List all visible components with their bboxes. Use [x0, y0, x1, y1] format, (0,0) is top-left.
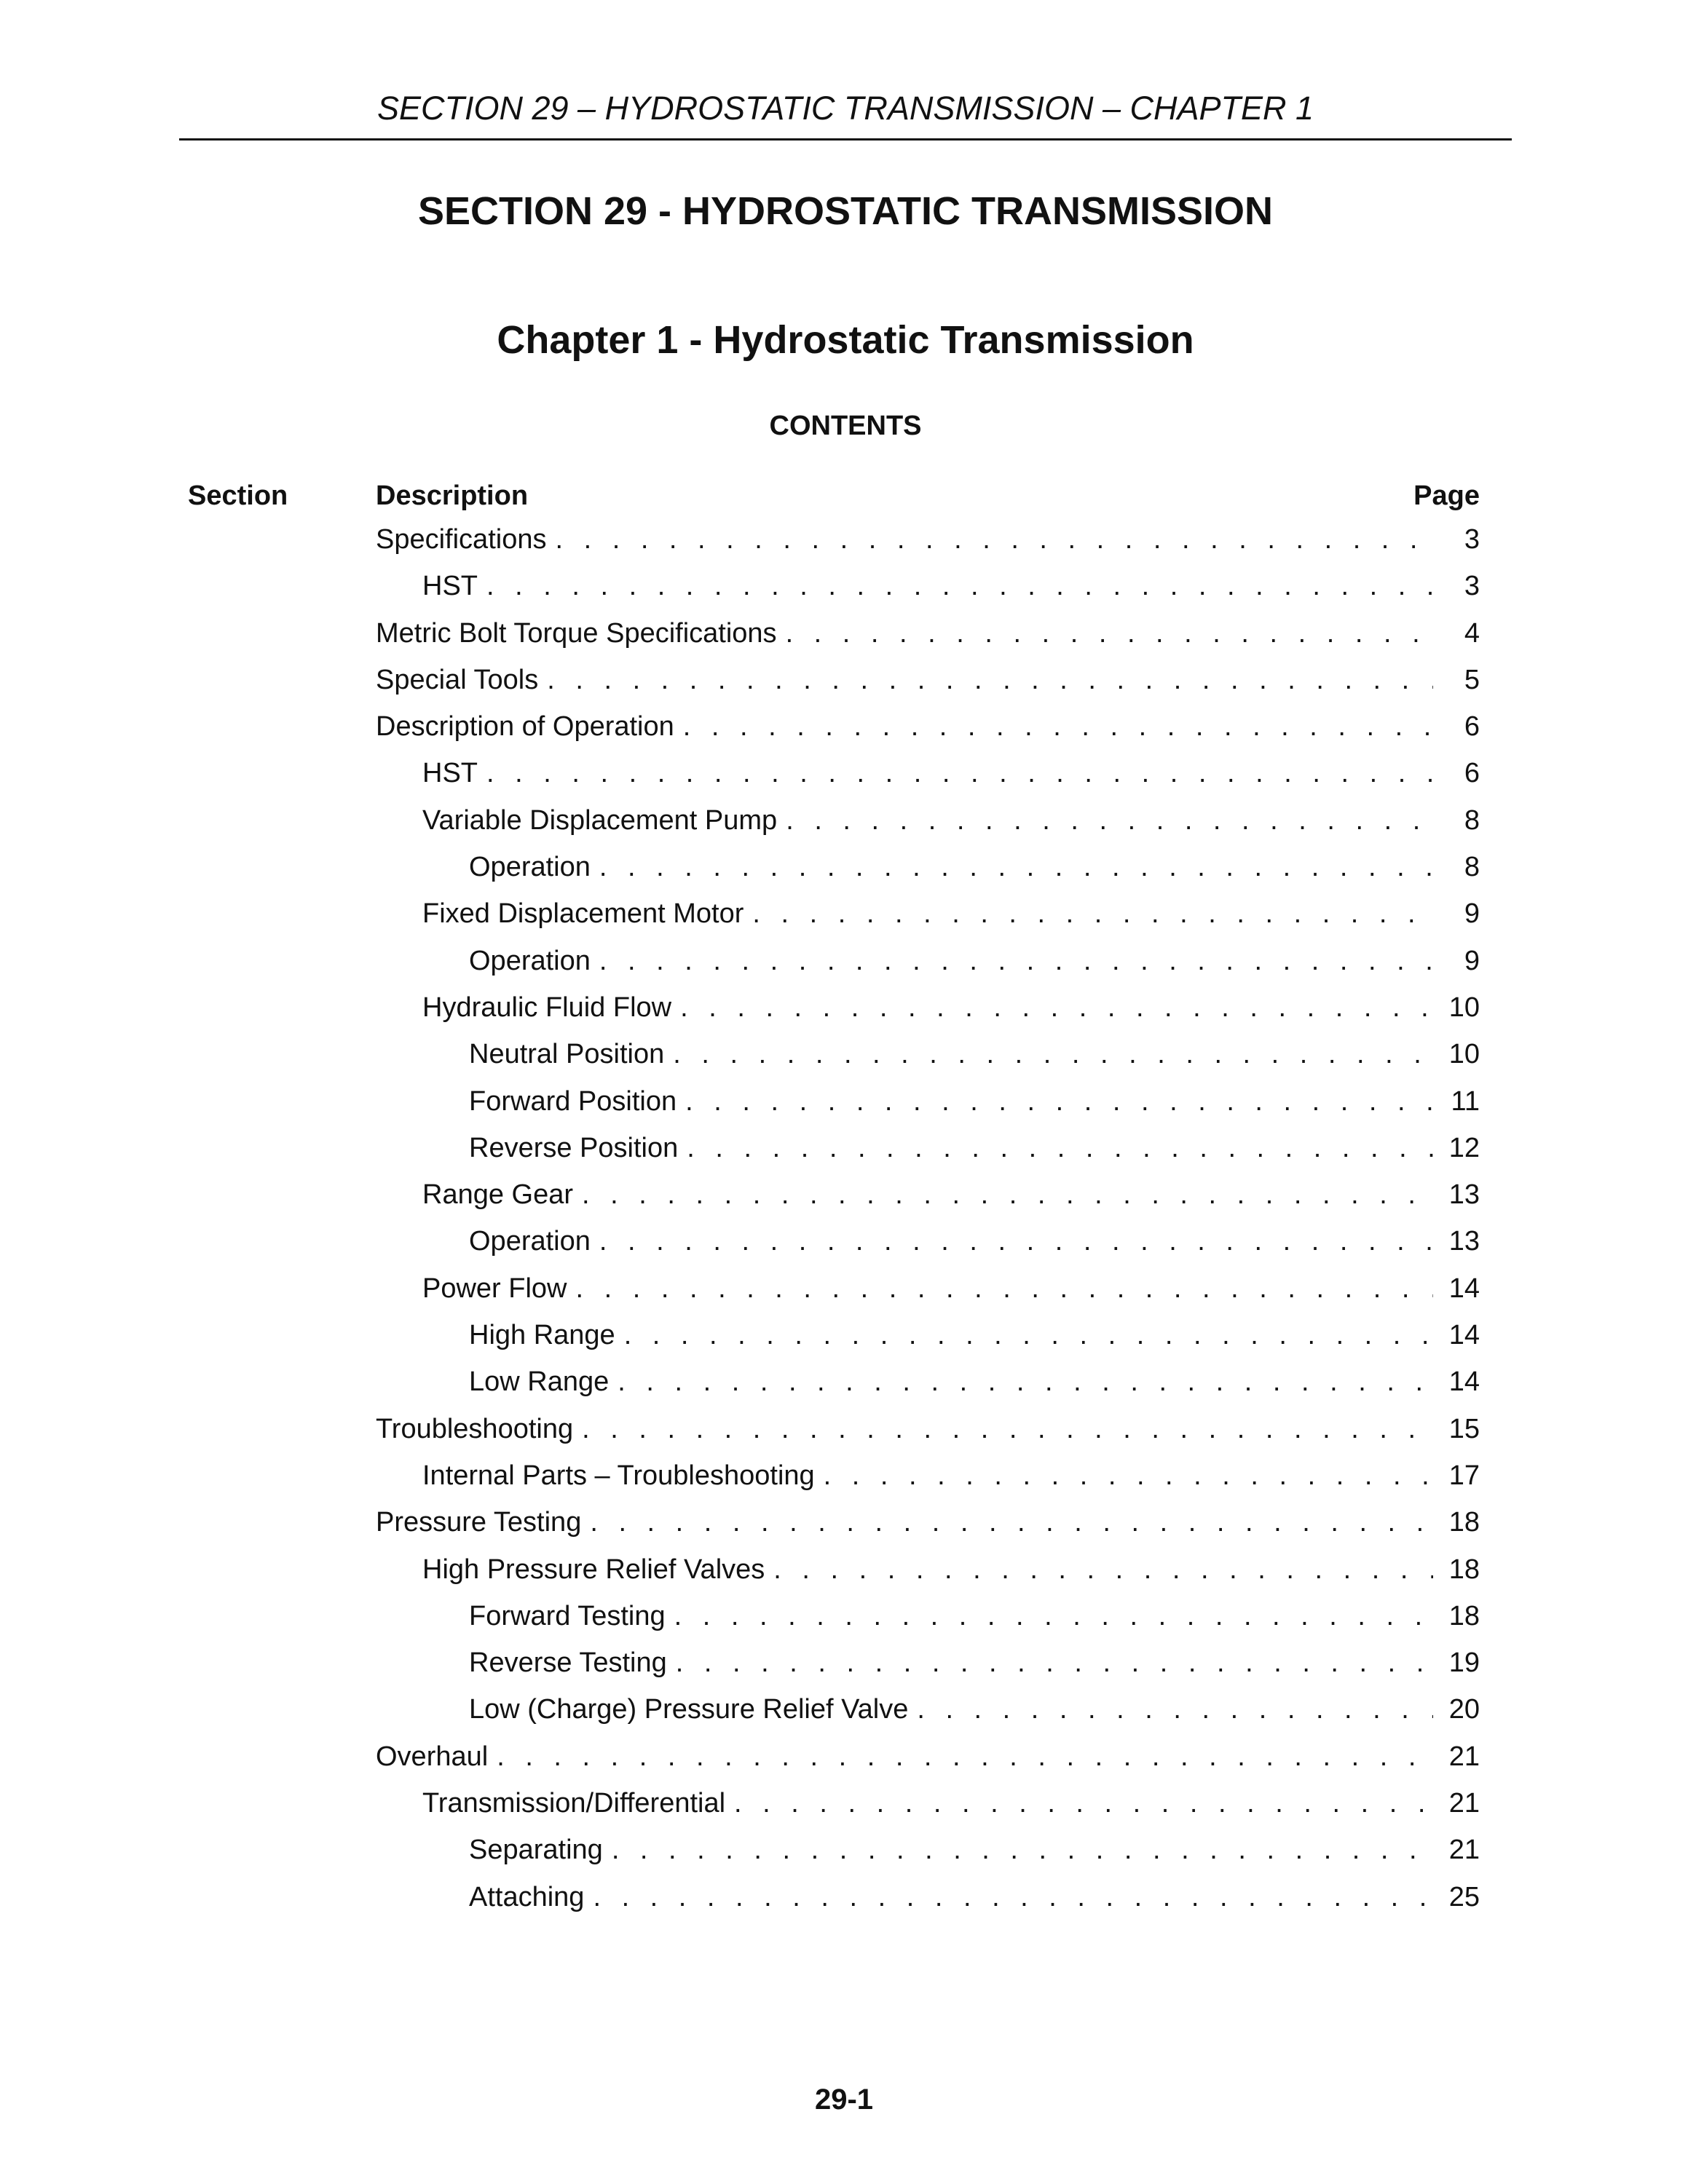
toc-entry-label: Low (Charge) Pressure Relief Valve — [469, 1694, 909, 1725]
toc-entry-label: HST — [422, 571, 478, 602]
toc-entry-page: 21 — [1448, 1788, 1480, 1819]
toc-dot-leader — [582, 1178, 1433, 1211]
toc-dot-leader — [786, 617, 1433, 650]
toc-entry — [376, 663, 1480, 710]
toc-dot-leader — [685, 1085, 1433, 1118]
toc-entry — [376, 1131, 1480, 1178]
toc-entry-page: 8 — [1464, 852, 1480, 883]
toc-entry-page: 14 — [1448, 1320, 1480, 1351]
toc-entry-label: Power Flow — [422, 1273, 567, 1304]
toc-dot-leader — [599, 850, 1433, 884]
page-number: 29-1 — [814, 2084, 874, 2116]
toc-dot-leader — [917, 1693, 1433, 1726]
toc-entry-page: 9 — [1464, 898, 1480, 930]
toc-entry-label: Reverse Testing — [469, 1647, 667, 1679]
toc-entry-label: Forward Position — [469, 1085, 677, 1117]
contents-title: CONTENTS — [769, 411, 922, 441]
toc-entry — [376, 1553, 1480, 1599]
toc-entry-page: 17 — [1448, 1460, 1480, 1491]
toc-entry-label: Operation — [469, 945, 591, 976]
toc-entry-page: 18 — [1448, 1507, 1480, 1538]
toc-entry-page: 6 — [1464, 758, 1480, 789]
toc-entry — [376, 1833, 1480, 1880]
toc-entry-label: Variable Displacement Pump — [422, 804, 778, 836]
toc-dot-leader — [590, 1506, 1433, 1539]
toc-entry-page: 11 — [1451, 1085, 1480, 1117]
toc-entry-label: Troubleshooting — [376, 1413, 574, 1444]
toc-entry — [376, 1037, 1480, 1084]
toc-dot-leader — [618, 1365, 1433, 1398]
toc-entry-label: Forward Testing — [469, 1600, 666, 1631]
toc-entry-label: Attaching — [469, 1881, 585, 1912]
toc-entry-page: 20 — [1448, 1694, 1480, 1725]
toc-dot-leader — [555, 523, 1433, 556]
toc-entry-page: 25 — [1448, 1881, 1480, 1912]
toc-entry — [376, 1459, 1480, 1506]
toc-dot-leader — [752, 897, 1433, 930]
toc-entry-page: 18 — [1448, 1600, 1480, 1631]
toc-entry — [376, 1740, 1480, 1787]
toc-entry — [376, 1412, 1480, 1459]
toc-entry-page: 10 — [1448, 1039, 1480, 1070]
toc-entry — [376, 1365, 1480, 1412]
toc-entry-label: Range Gear — [422, 1179, 574, 1211]
toc-entry-label: Reverse Position — [469, 1132, 679, 1163]
chapter-title: Chapter 1 - Hydrostatic Transmission — [497, 317, 1194, 362]
toc-entry-page: 9 — [1464, 945, 1480, 976]
toc-entry-page: 8 — [1464, 804, 1480, 836]
toc-entry-label: Specifications — [376, 524, 547, 555]
toc-entry — [376, 617, 1480, 663]
toc-dot-leader — [687, 1131, 1433, 1165]
toc-entry — [376, 1178, 1480, 1224]
toc-dot-leader — [734, 1787, 1433, 1820]
toc-dot-leader — [624, 1318, 1433, 1352]
toc-entry-page: 3 — [1464, 571, 1480, 602]
toc-entry-label: Overhaul — [376, 1741, 489, 1772]
toc-entry — [376, 897, 1480, 943]
toc-entry-page: 6 — [1464, 711, 1480, 743]
toc-entry-page: 18 — [1448, 1554, 1480, 1585]
toc-entry-label: Hydraulic Fluid Flow — [422, 992, 672, 1023]
toc-entry-page: 3 — [1464, 524, 1480, 555]
toc-entry-label: Fixed Displacement Motor — [422, 898, 744, 930]
toc-dot-leader — [599, 1224, 1433, 1258]
toc-entry-page: 14 — [1448, 1273, 1480, 1304]
toc-entry — [376, 710, 1480, 756]
toc-entry-page: 10 — [1448, 992, 1480, 1023]
toc-dot-leader — [576, 1272, 1434, 1305]
toc-entry-label: Neutral Position — [469, 1039, 665, 1070]
toc-entry — [376, 1880, 1480, 1927]
toc-entry-page: 21 — [1448, 1835, 1480, 1866]
toc-dot-leader — [673, 1037, 1433, 1071]
toc-entry — [376, 569, 1480, 616]
toc-entry — [376, 804, 1480, 850]
toc-entry — [376, 1272, 1480, 1318]
column-header-page: Page — [1413, 480, 1480, 511]
toc-entry — [376, 1787, 1480, 1833]
toc-entry — [376, 1646, 1480, 1693]
toc-entry-page: 15 — [1448, 1413, 1480, 1444]
toc-entry-page: 12 — [1448, 1132, 1480, 1163]
toc-dot-leader — [593, 1880, 1433, 1914]
toc-dot-leader — [547, 663, 1433, 697]
running-header: SECTION 29 – HYDROSTATIC TRANSMISSION – CHAPTER 1 — [376, 90, 1314, 127]
toc-entry-page: 4 — [1464, 617, 1480, 649]
toc-entry — [376, 756, 1480, 803]
toc-entry — [376, 1085, 1480, 1131]
toc-entry-label: HST — [422, 758, 478, 789]
toc-entry — [376, 1693, 1480, 1739]
toc-entry-page: 21 — [1448, 1741, 1480, 1772]
toc-entry-label: Low Range — [469, 1366, 610, 1398]
toc-entry-page: 13 — [1448, 1226, 1480, 1257]
toc-entry-label: High Range — [469, 1320, 615, 1351]
toc-entry — [376, 523, 1480, 569]
toc-dot-leader — [674, 1599, 1433, 1633]
toc-entry-label: Special Tools — [376, 664, 539, 695]
header-rule — [179, 138, 1512, 141]
toc-entry — [376, 1318, 1480, 1365]
toc-dot-leader — [486, 756, 1433, 790]
toc-dot-leader — [683, 710, 1433, 743]
toc-dot-leader — [786, 804, 1433, 837]
toc-dot-leader — [582, 1412, 1433, 1446]
toc-dot-leader — [612, 1833, 1433, 1867]
toc-dot-leader — [680, 991, 1433, 1024]
toc-dot-leader — [486, 569, 1433, 603]
toc-entry-label: Internal Parts – Troubleshooting — [422, 1460, 815, 1491]
toc-entry-label: Separating — [469, 1835, 603, 1866]
toc-entry-label: Pressure Testing — [376, 1507, 582, 1538]
toc-entry-label: High Pressure Relief Valves — [422, 1554, 765, 1585]
toc-entry — [376, 1506, 1480, 1552]
toc-entry-label: Transmission/Differential — [422, 1788, 726, 1819]
column-header-section: Section — [188, 480, 288, 511]
toc-dot-leader — [676, 1646, 1433, 1679]
toc-entry-label: Metric Bolt Torque Specifications — [376, 617, 777, 649]
toc-entry-page: 5 — [1464, 664, 1480, 695]
toc-entry-label: Description of Operation — [376, 711, 674, 743]
toc-entry — [376, 850, 1480, 897]
toc-entry-page: 14 — [1448, 1366, 1480, 1398]
toc-entry — [376, 944, 1480, 991]
section-title: SECTION 29 - HYDROSTATIC TRANSMISSION — [417, 189, 1274, 234]
toc-dot-leader — [773, 1553, 1433, 1586]
toc-entry-label: Operation — [469, 1226, 591, 1257]
column-header-description: Description — [376, 480, 529, 511]
table-of-contents — [376, 523, 1480, 1927]
toc-dot-leader — [824, 1459, 1433, 1492]
toc-entry-page: 19 — [1448, 1647, 1480, 1679]
toc-entry — [376, 1599, 1480, 1646]
toc-entry — [376, 1224, 1480, 1271]
toc-entry — [376, 991, 1480, 1037]
toc-dot-leader — [497, 1740, 1433, 1773]
toc-dot-leader — [599, 944, 1433, 978]
toc-entry-page: 13 — [1448, 1179, 1480, 1211]
toc-entry-label: Operation — [469, 852, 591, 883]
